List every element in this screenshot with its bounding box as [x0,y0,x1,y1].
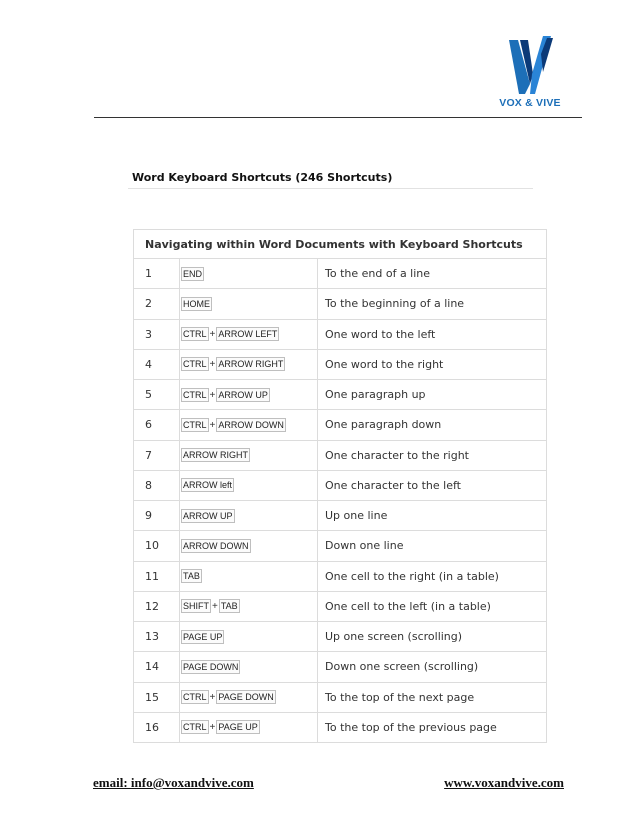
shortcut-description: Down one screen (scrolling) [318,652,547,682]
shortcut-keys [180,289,318,319]
shortcut-keys [180,470,318,500]
table-row [134,319,547,349]
row-number: 14 [134,652,180,682]
row-number: 16 [134,712,180,742]
key-cap: PAGE UP [183,631,223,642]
key-cap: CTRL [183,389,207,400]
shortcut-description: To the beginning of a line [318,289,547,319]
key-cap: SHIFT [183,601,209,612]
row-number: 5 [134,380,180,410]
shortcut-description: One paragraph up [318,380,547,410]
table-row [134,531,547,561]
table-row [134,712,547,742]
row-number: 7 [134,440,180,470]
key-cap: ARROW RIGHT [183,450,248,461]
key-cap: CTRL [183,722,207,733]
table-row [134,410,547,440]
key-plus-separator: + [209,359,216,371]
shortcut-description: One word to the left [318,319,547,349]
shortcut-keys [180,410,318,440]
key-cap: ARROW UP [183,510,233,521]
row-number: 15 [134,682,180,712]
table-row [134,652,547,682]
shortcut-keys [180,380,318,410]
table-row [134,380,547,410]
table-row [134,682,547,712]
row-number: 1 [134,259,180,289]
row-number: 3 [134,319,180,349]
title-divider [128,188,533,189]
key-plus-separator: + [209,692,216,704]
brand-logo [497,34,563,109]
table-row [134,289,547,319]
brand-name: VOX & VIVE [499,97,561,109]
shortcut-keys [180,712,318,742]
shortcut-keys [180,440,318,470]
key-cap: ARROW DOWN [183,540,249,551]
shortcut-keys [180,622,318,652]
row-number: 2 [134,289,180,319]
table-row [134,591,547,621]
shortcut-keys [180,682,318,712]
table-row [134,501,547,531]
table-header-row [134,230,547,259]
key-cap: PAGE DOWN [218,692,274,703]
key-plus-separator: + [209,329,216,341]
shortcut-keys [180,531,318,561]
table-row [134,259,547,289]
row-number: 10 [134,531,180,561]
table-heading: Navigating within Word Documents with Keyboard Shortcuts [134,230,547,259]
shortcut-description: One character to the right [318,440,547,470]
key-cap: END [183,268,203,279]
key-cap: PAGE UP [218,722,258,733]
shortcut-keys [180,591,318,621]
row-number: 6 [134,410,180,440]
table-body [134,259,547,743]
vv-chevron-logo-icon [497,34,563,96]
row-number: 9 [134,501,180,531]
shortcut-keys [180,349,318,379]
shortcut-keys [180,652,318,682]
key-plus-separator: + [209,722,216,734]
shortcut-description: One character to the left [318,470,547,500]
key-cap: TAB [183,571,200,582]
row-number: 13 [134,622,180,652]
shortcut-description: To the top of the previous page [318,712,547,742]
key-cap: ARROW left [183,480,233,491]
table-row [134,561,547,591]
shortcut-keys [180,501,318,531]
key-cap: ARROW RIGHT [218,359,284,370]
row-number: 12 [134,591,180,621]
shortcut-keys [180,319,318,349]
key-cap: CTRL [183,692,207,703]
shortcut-description: One cell to the right (in a table) [318,561,547,591]
shortcut-description: One cell to the left (in a table) [318,591,547,621]
shortcut-keys [180,259,318,289]
key-cap: CTRL [183,359,207,370]
key-plus-separator: + [209,419,216,431]
footer-website-link[interactable]: www.voxandvive.com [444,775,564,790]
table-row [134,440,547,470]
shortcut-description: Down one line [318,531,547,561]
shortcut-description: One paragraph down [318,410,547,440]
document-title: Word Keyboard Shortcuts (246 Shortcuts) [132,171,393,184]
key-cap: CTRL [183,419,207,430]
shortcut-description: Up one line [318,501,547,531]
key-plus-separator: + [209,389,216,401]
key-cap: CTRL [183,329,207,340]
shortcuts-table [133,229,547,743]
key-cap: ARROW DOWN [218,419,284,430]
header-divider [94,117,582,118]
key-cap: ARROW UP [218,389,268,400]
table-row [134,349,547,379]
table-row [134,470,547,500]
shortcut-description: To the top of the next page [318,682,547,712]
row-number: 8 [134,470,180,500]
shortcut-description: To the end of a line [318,259,547,289]
table-row [134,622,547,652]
key-cap: ARROW LEFT [218,329,278,340]
row-number: 11 [134,561,180,591]
row-number: 4 [134,349,180,379]
key-cap: HOME [183,298,210,309]
key-plus-separator: + [212,601,218,613]
shortcut-keys [180,561,318,591]
footer-email-link[interactable]: email: info@voxandvive.com [93,775,254,790]
key-cap: TAB [220,601,238,612]
key-cap: PAGE DOWN [183,661,239,672]
shortcut-description: Up one screen (scrolling) [318,622,547,652]
shortcut-description: One word to the right [318,349,547,379]
